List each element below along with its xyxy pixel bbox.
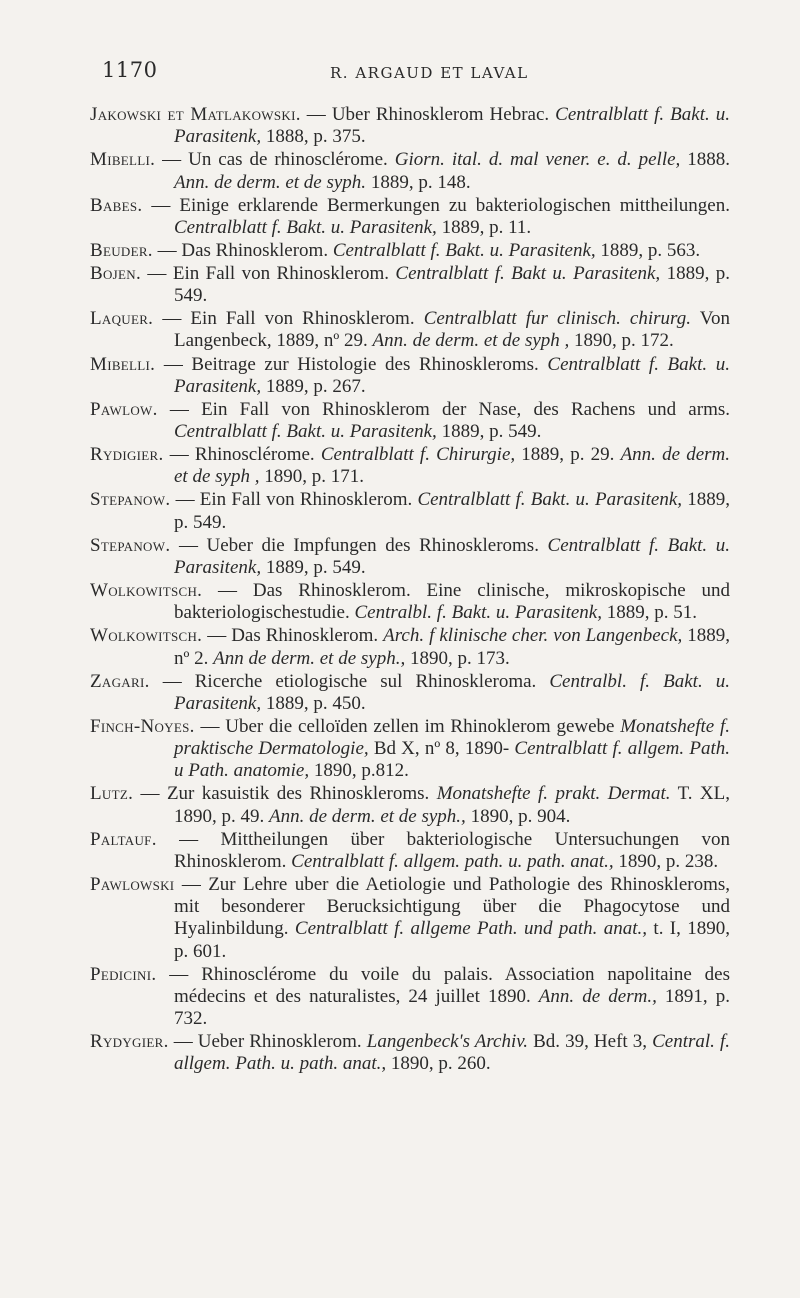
entry-author: Pawlow. xyxy=(90,398,158,420)
entry-journal: Ann. de derm. et de syph., xyxy=(269,805,466,827)
entry-text: 1889, p. 549. xyxy=(436,421,542,443)
entry-journal: Centralblatt f. Bakt. u. Parasitenk, xyxy=(174,534,730,578)
entry-journal: Centralblatt fur clinisch. chirurg. xyxy=(423,308,691,330)
entry-text: — Zur kasuistik des Rhinoskleroms. xyxy=(133,783,437,805)
entry-text: — Ueber die Impfungen des Rhinoskleroms. xyxy=(170,534,548,556)
entry-journal: Centralblatt f. Bakt. u. Parasitenk, xyxy=(332,239,596,261)
entry-author: Mibelli. xyxy=(90,353,156,375)
entry-text: t. I, 1890, p. 601. xyxy=(174,918,730,962)
entry-journal: Ann. de derm. et de syph. xyxy=(174,171,367,193)
entry-text: — Ein Fall von Rhinosklerom. xyxy=(170,489,418,511)
bibliography-entry xyxy=(90,1031,730,1075)
bibliography-entry xyxy=(90,354,730,398)
entry-text: 1889, p. 450. xyxy=(261,692,366,714)
bibliography-entry xyxy=(90,874,730,963)
bibliography-entry xyxy=(90,104,730,148)
entry-text: — Rhinosclérome du voile du palais. Association napolitaine des médecins et des naturalistes, 24 juillet 1890. xyxy=(156,963,730,1007)
entry-journal: Ann. de derm. et de syph , xyxy=(372,330,570,352)
entry-journal: Arch. f klinische cher. von Langenbeck, xyxy=(383,625,683,647)
entry-journal: Monatshefte f. prakt. Dermat. xyxy=(436,783,671,805)
entry-author: Babes. xyxy=(90,194,143,216)
entry-journal: Langenbeck's Archiv. xyxy=(366,1031,529,1053)
bibliography-entry xyxy=(90,829,730,873)
bibliography-entry xyxy=(90,489,730,533)
entry-text: 1889, p. 11. xyxy=(436,216,532,238)
entry-text: — Un cas de rhinosclérome. xyxy=(155,149,395,171)
entry-text: — Uber die celloïden zellen im Rhinoklerom gewebe xyxy=(194,715,621,737)
entry-journal: Centralblatt f. Bakt. u. Parasitenk, xyxy=(174,353,730,397)
entry-text: 1889, p. 563. xyxy=(595,239,701,261)
entry-journal: Centralblatt f. allgem. path. u. path. anat., xyxy=(291,850,614,872)
entry-journal: Ann. de derm., xyxy=(538,985,657,1007)
entry-text: 1890, p. 173. xyxy=(405,647,510,669)
entry-journal: Centralblatt f. Bakt. u. Parasitenk, xyxy=(417,489,683,511)
entry-text: — Zur Lehre uber die Aetiologie und Pathologie des Rhinoskleroms, mit besonderer Berucksichtigung über die Phagocytose und Hyalinbildung. xyxy=(174,874,730,940)
entry-author: Lutz. xyxy=(90,783,134,805)
entry-journal: Ann de derm. et de syph., xyxy=(213,647,406,669)
entry-text: — Uber Rhinosklerom Hebrac. xyxy=(300,104,556,125)
entry-journal: Centralbl. f. Bakt. u. Parasitenk, xyxy=(354,602,602,624)
entry-text: 1889, p. 148. xyxy=(366,171,471,193)
entry-text: — Das Rhinosklerom. xyxy=(202,625,384,647)
entry-text: Bd. 39, Heft 3, xyxy=(528,1031,653,1053)
bibliography-entry xyxy=(90,580,730,624)
entry-text: — Das Rhinosklerom. xyxy=(152,239,333,261)
running-head: R. ARGAUD ET LAVAL xyxy=(330,64,529,82)
entry-author: Wolkowitsch. xyxy=(90,625,203,647)
bibliography-entry xyxy=(90,964,730,1031)
entry-text: — Ein Fall von Rhinosklerom. xyxy=(153,308,424,330)
entry-text: 1890, p. 172. xyxy=(569,330,674,352)
entry-text: 1888, p. 375. xyxy=(261,126,366,148)
entry-author: Laquer. xyxy=(90,308,154,330)
page-number: 1170 xyxy=(102,58,158,82)
entry-text: — Ueber Rhinosklerom. xyxy=(168,1031,367,1053)
bibliography-entry xyxy=(90,195,730,239)
entry-text: 1890, p. 171. xyxy=(259,466,364,488)
bibliography-entry xyxy=(90,308,730,352)
bibliography-entry xyxy=(90,783,730,827)
bibliography-entry xyxy=(90,625,730,669)
bibliography-entry xyxy=(90,240,730,262)
entry-author: Mibelli. xyxy=(90,149,156,171)
bibliography-list xyxy=(90,104,730,1077)
entry-author: Pawlowski xyxy=(90,874,175,896)
entry-text: T. XL, 1890, p. 49. xyxy=(174,783,730,827)
entry-author: Rydigier. xyxy=(90,444,164,466)
entry-author: Rydygier. xyxy=(90,1031,169,1053)
entry-text: Bd X, nº 8, 1890- xyxy=(368,738,515,760)
entry-journal: Centralblatt f. Bakt. u. Parasitenk, xyxy=(174,421,437,443)
entry-journal: Central. f. allgem. Path. u. path. anat., xyxy=(174,1031,731,1075)
entry-author: Bojen. xyxy=(90,262,141,284)
entry-journal: Centralblatt f. Bakt. u. Parasitenk, xyxy=(174,104,730,148)
bibliography-entry xyxy=(90,671,730,715)
entry-text: 1890, p. 260. xyxy=(386,1053,491,1075)
entry-text: — Ricerche etiologische sul Rhinoskleroma. xyxy=(149,670,550,692)
bibliography-entry xyxy=(90,149,730,193)
entry-text: — Einige erklarende Bermerkungen zu bakteriologischen mittheilungen. xyxy=(142,194,730,216)
entry-journal: Centralblatt f. Bakt. u. Parasitenk, xyxy=(174,216,437,238)
entry-journal: Centralblatt f. allgem. Path. u Path. anatomie, xyxy=(174,738,730,782)
bibliography-entry xyxy=(90,444,730,488)
entry-text: 1888. xyxy=(680,149,730,171)
entry-author: Zagari. xyxy=(90,670,150,692)
entry-journal: Giorn. ital. d. mal vener. e. d. pelle, xyxy=(394,149,681,171)
entry-author: Paltauf. xyxy=(90,828,157,850)
entry-journal: Ann. de derm. et de syph , xyxy=(174,444,730,488)
entry-text: 1889, p. 549. xyxy=(261,556,366,578)
entry-text: 1889, nº 2. xyxy=(174,625,731,669)
entry-text: — Rhinosclérome. xyxy=(163,444,321,466)
entry-journal: Centralblatt f. Bakt u. Parasitenk, xyxy=(395,262,661,284)
entry-text: 1890, p.812. xyxy=(309,760,409,782)
entry-author: Jakowski et Matlakowski. xyxy=(90,104,301,125)
entry-author: Stepanow. xyxy=(90,534,171,556)
entry-text: Von Langenbeck, 1889, nº 29. xyxy=(174,308,730,352)
entry-text: — Ein Fall von Rhinosklerom. xyxy=(141,262,396,284)
entry-text: 1890, p. 238. xyxy=(613,850,719,872)
entry-text: 1891, p. 732. xyxy=(174,985,731,1030)
entry-text: 1889, p. 267. xyxy=(261,375,366,397)
entry-author: Finch-Noyes. xyxy=(90,715,195,737)
bibliography-entry xyxy=(90,716,730,783)
entry-author: Stepanow. xyxy=(90,489,171,511)
bibliography-entry xyxy=(90,263,730,307)
page-header xyxy=(0,58,800,98)
entry-author: Beuder. xyxy=(90,239,153,261)
entry-text: — Das Rhinosklerom. Eine clinische, mikroskopische und bakteriologischestudie. xyxy=(174,580,730,624)
entry-author: Pedicini. xyxy=(90,963,157,985)
entry-text: 1889, p. 549. xyxy=(174,262,731,307)
bibliography-entry xyxy=(90,399,730,443)
entry-journal: Centralbl. f. Bakt. u. Parasitenk, xyxy=(174,670,731,714)
bibliography-entry xyxy=(90,535,730,579)
entry-journal: Centralblatt f. allgeme Path. und path. anat., xyxy=(294,918,648,940)
entry-text: 1889, p. 51. xyxy=(601,602,697,624)
entry-author: Wolkowitsch. xyxy=(90,580,203,602)
entry-text: — Mittheilungen über bakteriologische Untersuchungen von Rhinosklerom. xyxy=(156,828,730,872)
entry-text: 1890, p. 904. xyxy=(465,805,571,827)
entry-journal: Centralblatt f. Chirurgie, xyxy=(320,444,516,466)
entry-text: — Beitrage zur Histologie des Rhinoskleroms. xyxy=(155,353,548,375)
entry-journal: Monatshefte f. praktische Dermatologie, xyxy=(174,715,730,760)
entry-text: 1889, p. 29. xyxy=(515,444,621,466)
entry-text: 1889, p. 549. xyxy=(174,489,731,533)
entry-text: — Ein Fall von Rhinosklerom der Nase, des Rachens und arms. xyxy=(157,398,730,420)
